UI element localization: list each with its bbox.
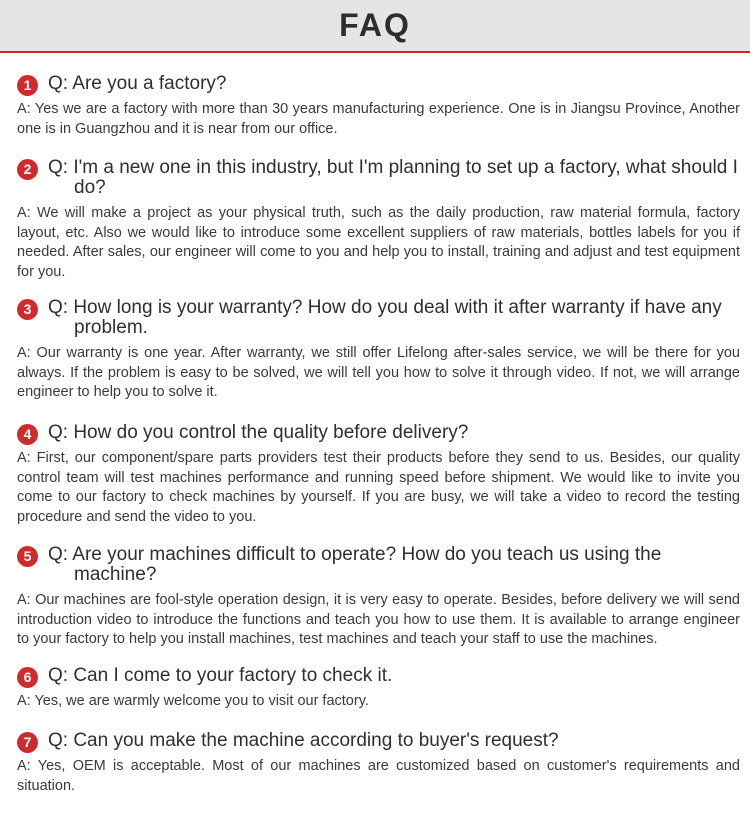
answer-text: A: Yes we are a factory with more than 30 years manufacturing experience. One is in Jiangsu Province, Another one is in Guangzhou and it is near from our office. <box>17 101 740 137</box>
faq-item-6 <box>17 666 740 712</box>
question-text: Q: Can I come to your factory to check it. <box>48 665 393 686</box>
answer-text: A: Yes, OEM is acceptable. Most of our machines are customized based on customer's requirements and situation. <box>17 758 740 794</box>
question-row <box>17 298 740 338</box>
number-badge: 1 <box>17 75 38 96</box>
question-row <box>17 545 740 585</box>
faq-item-3 <box>17 298 740 403</box>
number-badge: 2 <box>17 159 38 180</box>
faq-header <box>0 0 750 53</box>
answer-text: A: Our machines are fool-style operation design, it is very easy to operate. Besides, before delivery we will send introduction video to introduce the functions and teach you how to use them. It is available to arrange engineer to your factory to help you install machines, test machines and teach your staff to use the machines. <box>17 592 740 647</box>
question-row <box>17 74 740 94</box>
page-title: FAQ <box>339 7 411 43</box>
question-row <box>17 158 740 198</box>
answer-text: A: We will make a project as your physical truth, such as the daily production, raw material formula, factory layout, etc. Also we would like to introduce some excellent suppliers of raw materials, bottles labels for you if needed. After sales, our engineer will come to you and help you to install, training and adjust and test equipment for you. <box>17 205 740 280</box>
number-badge: 5 <box>17 546 38 567</box>
question-text: Q: I'm a new one in this industry, but I'm planning to set up a factory, what should I do? <box>48 157 738 198</box>
number-badge: 7 <box>17 732 38 753</box>
faq-item-1 <box>17 74 740 139</box>
number-badge: 3 <box>17 299 38 320</box>
question-row <box>17 731 740 751</box>
question-text: Q: Are your machines difficult to operate? How do you teach us using the machine? <box>48 544 662 585</box>
question-text: Q: How do you control the quality before delivery? <box>48 422 469 443</box>
faq-item-4 <box>17 423 740 527</box>
answer-text: A: Our warranty is one year. After warranty, we still offer Lifelong after-sales service, we will be there for you always. If the problem is easy to be solved, we will tell you how to solve it through video. If not, we will arrange engineer to help you to solve it. <box>17 345 740 400</box>
question-text: Q: Are you a factory? <box>48 73 227 94</box>
question-row <box>17 666 740 686</box>
answer-text: A: First, our component/spare parts providers test their products before they send to us. Besides, our quality control team will test machines performance and running speed before shipment. We would like to invite you come to our factory to check machines by yourself. If you are busy, we will take a video to record the testing procedure and send the video to you. <box>17 450 740 525</box>
question-text: Q: Can you make the machine according to buyer's request? <box>48 730 559 751</box>
answer-text: A: Yes, we are warmly welcome you to visit our factory. <box>17 693 369 709</box>
question-text: Q: How long is your warranty? How do you deal with it after warranty if have any problem. <box>48 297 722 338</box>
number-badge: 6 <box>17 667 38 688</box>
faq-item-2 <box>17 158 740 282</box>
faq-item-5 <box>17 545 740 650</box>
question-row <box>17 423 740 443</box>
number-badge: 4 <box>17 424 38 445</box>
faq-item-7 <box>17 731 740 796</box>
